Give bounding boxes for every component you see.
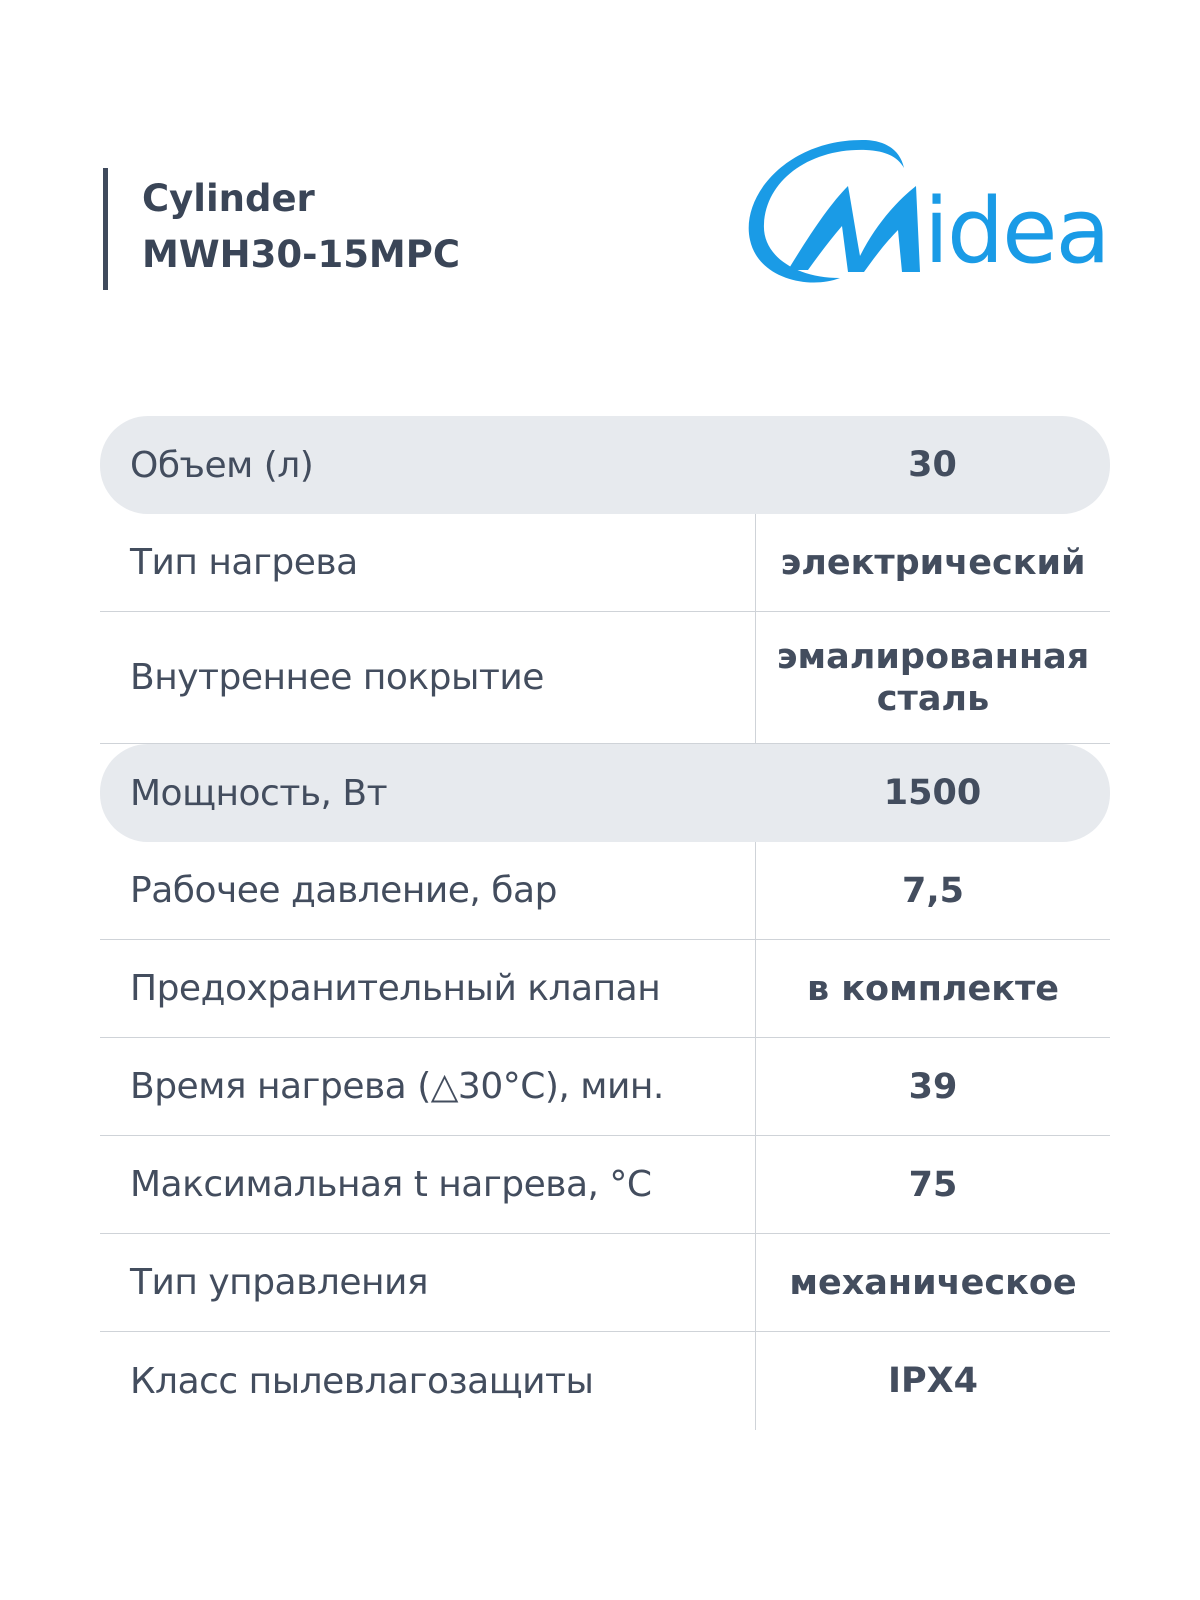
spec-value: в комплекте: [755, 940, 1110, 1037]
spec-label: Предохранительный клапан: [130, 968, 661, 1009]
spec-row: [100, 842, 1110, 940]
spec-label: Рабочее давление, бар: [130, 870, 557, 911]
spec-row: [100, 514, 1110, 612]
product-series: Cylinder: [142, 177, 315, 220]
spec-row: [100, 744, 1110, 842]
spec-row: [100, 940, 1110, 1038]
spec-row: [100, 1038, 1110, 1136]
spec-value: электрический: [755, 514, 1110, 611]
spec-value: эмалированная сталь: [755, 612, 1110, 743]
spec-value: 30: [908, 445, 957, 485]
spec-value: механическое: [755, 1234, 1110, 1331]
svg-text:idea: idea: [924, 179, 1109, 284]
spec-row: [100, 1234, 1110, 1332]
spec-value: 39: [755, 1038, 1110, 1135]
spec-label: Объем (л): [130, 444, 314, 486]
spec-value: IPX4: [755, 1332, 1110, 1430]
spec-value: 75: [755, 1136, 1110, 1233]
spec-table: [100, 416, 1110, 1430]
product-model: MWH30-15MPC: [142, 233, 461, 276]
midea-logo: [748, 138, 1118, 290]
spec-value: 7,5: [755, 842, 1110, 939]
spec-row: [100, 416, 1110, 514]
product-header: [103, 168, 460, 290]
spec-label: Максимальная t нагрева, °C: [130, 1164, 652, 1205]
spec-value: 1500: [883, 773, 982, 813]
spec-label: Время нагрева (△30°C), мин.: [130, 1066, 664, 1107]
spec-label: Мощность, Вт: [130, 772, 388, 814]
spec-label: Внутреннее покрытие: [130, 657, 544, 698]
spec-label: Тип управления: [130, 1262, 429, 1303]
spec-row: [100, 612, 1110, 744]
spec-row: [100, 1332, 1110, 1430]
spec-label: Класс пылевлагозащиты: [130, 1360, 594, 1402]
spec-label: Тип нагрева: [130, 542, 358, 583]
spec-row: [100, 1136, 1110, 1234]
